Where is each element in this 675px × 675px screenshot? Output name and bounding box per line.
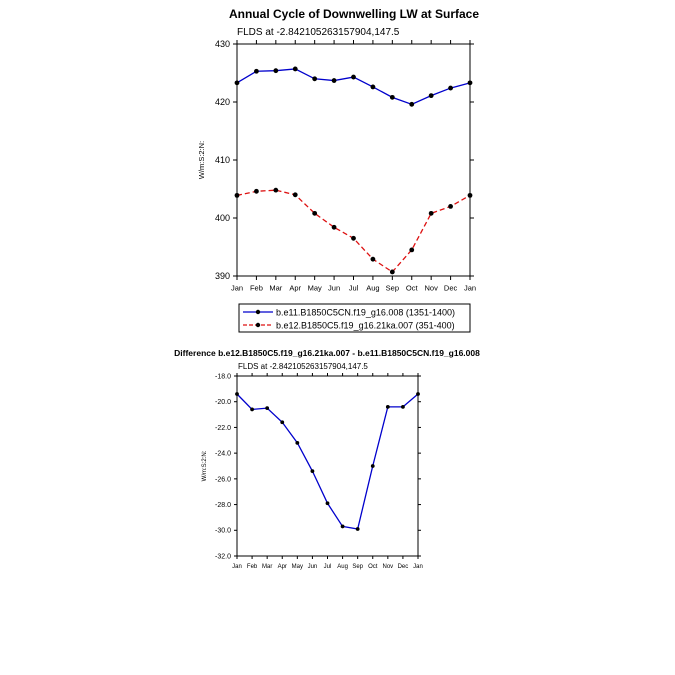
y-tick-label: 430 [214, 39, 230, 50]
top-series-group [235, 67, 473, 275]
data-point [409, 248, 414, 253]
x-tick-label: Jan [232, 564, 242, 570]
data-point [312, 211, 317, 216]
data-point [401, 405, 405, 409]
x-tick-label: Jun [307, 564, 318, 570]
data-point [293, 192, 298, 197]
x-tick-label: Jan [463, 283, 477, 293]
x-tick-label: Nov [424, 283, 438, 293]
series-line-1 [237, 394, 418, 529]
x-tick-label: Jan [230, 283, 244, 293]
x-tick-label: Apr [289, 283, 302, 293]
x-tick-label: Aug [337, 564, 348, 570]
data-point [448, 204, 453, 209]
data-point [254, 69, 259, 74]
data-point [351, 75, 356, 80]
legend-marker-series-1 [256, 310, 260, 314]
data-point [429, 93, 434, 98]
x-tick-label: Oct [405, 283, 418, 293]
data-point [326, 501, 330, 505]
y-tick-label: -28.0 [215, 502, 231, 510]
top-chart-title: Annual Cycle of Downwelling LW at Surface [228, 7, 480, 21]
data-point [351, 236, 356, 241]
series-line-2 [237, 190, 470, 272]
data-point [332, 78, 337, 83]
data-point [390, 270, 395, 275]
data-point [409, 102, 414, 107]
legend-label-series-1: b.e11.B1850C5CN.f19_g16.008 (1351-1400) [276, 307, 455, 318]
x-tick-label: Mar [269, 283, 283, 293]
top-legend [239, 304, 470, 332]
top-chart-ylabel: W/m:S:2:N: [197, 140, 206, 180]
y-tick-label: 420 [214, 97, 230, 108]
data-point [341, 525, 345, 529]
data-point [386, 405, 390, 409]
data-point [371, 85, 376, 90]
data-point [312, 76, 317, 81]
y-tick-label: 410 [214, 155, 230, 166]
x-tick-label: Dec [397, 564, 409, 570]
x-tick-label: Sep [385, 283, 400, 293]
x-tick-label: May [307, 283, 322, 293]
legend-marker-series-2 [256, 323, 260, 327]
data-point [250, 408, 254, 412]
bottom-chart-subtitle: FLDS at -2.842105263157904,147.5 [238, 362, 368, 371]
data-point [295, 441, 299, 445]
x-tick-label: Apr [277, 564, 287, 570]
data-point [448, 86, 453, 91]
data-point [416, 392, 420, 396]
x-tick-label: Feb [249, 283, 263, 293]
bottom-series-group [235, 392, 420, 531]
y-tick-label: -32.0 [215, 553, 231, 561]
y-tick-label: -20.0 [215, 399, 231, 407]
bottom-y-axis [215, 373, 421, 560]
y-tick-label: -30.0 [215, 527, 231, 535]
x-tick-label: Mar [261, 564, 273, 570]
bottom-x-axis [232, 373, 423, 570]
top-y-axis [215, 39, 474, 281]
x-tick-label: Dec [443, 283, 458, 293]
data-point [390, 95, 395, 100]
data-point [273, 68, 278, 73]
top-chart-subtitle: FLDS at -2.842105263157904,147.5 [237, 27, 400, 38]
y-tick-label: -18.0 [215, 373, 231, 381]
data-point [468, 80, 473, 85]
bottom-chart [174, 348, 480, 570]
data-point [468, 193, 473, 198]
data-point [429, 211, 434, 216]
x-tick-label: May [291, 564, 304, 570]
data-point [280, 420, 284, 424]
data-point [273, 188, 278, 193]
x-tick-label: Jun [328, 283, 341, 293]
y-tick-label: 390 [214, 271, 230, 282]
x-tick-label: Sep [352, 564, 364, 570]
data-point [371, 464, 375, 468]
legend-label-series-2: b.e12.B1850C5.f19_g16.21ka.007 (351-400) [276, 320, 455, 331]
series-line-1 [237, 69, 470, 104]
data-point [235, 193, 240, 198]
data-point [235, 80, 240, 85]
x-tick-label: Oct [368, 564, 378, 570]
data-point [311, 469, 315, 473]
x-tick-label: Jul [348, 283, 359, 293]
bottom-plot-frame [237, 376, 418, 556]
x-tick-label: Nov [382, 564, 394, 570]
data-point [254, 189, 259, 194]
data-point [332, 225, 337, 230]
data-point [293, 67, 298, 72]
data-point [356, 527, 360, 531]
x-tick-label: Jul [323, 564, 332, 570]
data-point [235, 392, 239, 396]
top-chart [197, 7, 479, 332]
data-point [265, 406, 269, 410]
data-point [371, 257, 376, 262]
y-tick-label: -24.0 [215, 450, 231, 458]
bottom-chart-ylabel: W/m:S:2:N: [202, 450, 208, 482]
bottom-chart-title: Difference b.e12.B1850C5.f19_g16.21ka.007 - b.e11.B1850C5CN.f19_g16.008 [174, 348, 480, 358]
y-tick-label: 400 [214, 213, 230, 224]
y-tick-label: -22.0 [215, 424, 231, 432]
x-tick-label: Aug [366, 283, 380, 293]
x-tick-label: Feb [246, 564, 258, 570]
y-tick-label: -26.0 [215, 476, 231, 484]
x-tick-label: Jan [413, 564, 423, 570]
